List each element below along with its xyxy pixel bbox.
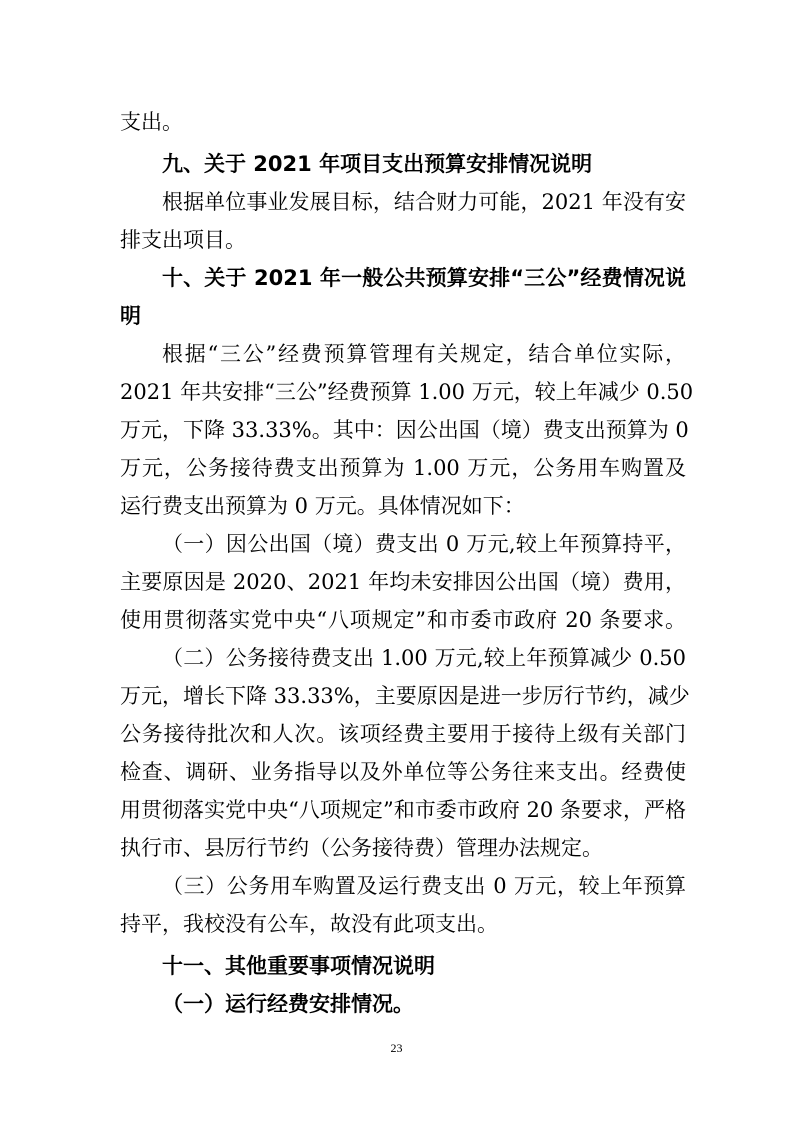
paragraph-line: 用贯彻落实党中央“八项规定”和市委市政府 20 条要求，严格 [120, 798, 686, 822]
paragraph-line: （一）因公出国（境）费支出 0 万元,较上年预算持平， [162, 532, 686, 556]
paragraph-line: 公务接待批次和人次。该项经费主要用于接待上级有关部门 [120, 722, 686, 746]
section-heading-10-cont: 明 [120, 304, 141, 328]
subsection-heading: （一）运行经费安排情况。 [162, 992, 414, 1016]
paragraph-line: （三）公务用车购置及运行费支出 0 万元，较上年预算 [162, 874, 686, 898]
paragraph-line: （二）公务接待费支出 1.00 万元,较上年预算减少 0.50 [162, 646, 686, 670]
paragraph-line: 万元，下降 33.33%。其中：因公出国（境）费支出预算为 0 [120, 418, 689, 442]
paragraph-line: 排支出项目。 [120, 228, 246, 252]
paragraph-line: 万元，公务接待费支出预算为 1.00 万元，公务用车购置及 [120, 456, 686, 480]
paragraph-line: 使用贯彻落实党中央“八项规定”和市委市政府 20 条要求。 [120, 608, 686, 632]
paragraph-line: 检查、调研、业务指导以及外单位等公务往来支出。经费使 [120, 760, 686, 784]
paragraph-line: 主要原因是 2020、2021 年均未安排因公出国（境）费用， [120, 570, 686, 594]
paragraph-line: 根据单位事业发展目标，结合财力可能，2021 年没有安 [162, 190, 686, 214]
paragraph-line: 执行市、县厉行节约（公务接待费）管理办法规定。 [120, 836, 603, 860]
paragraph-line: 持平，我校没有公车，故没有此项支出。 [120, 912, 498, 936]
paragraph-line: 运行费支出预算为 0 万元。具体情况如下： [120, 494, 525, 518]
section-heading-9: 九、关于 2021 年项目支出预算安排情况说明 [162, 152, 593, 176]
paragraph-line: 根据“三公”经费预算管理有关规定，结合单位实际， [162, 342, 686, 366]
section-heading-10: 十、关于 2021 年一般公共预算安排“三公”经费情况说 [162, 266, 686, 290]
paragraph-line: 万元，增长下降 33.33%，主要原因是进一步厉行节约，减少 [120, 684, 690, 708]
page-number: 23 [390, 1041, 403, 1055]
paragraph-line: 支出。 [120, 110, 183, 134]
section-heading-11: 十一、其他重要事项情况说明 [162, 954, 435, 978]
paragraph-line: 2021 年共安排“三公”经费预算 1.00 万元，较上年减少 0.50 [120, 380, 694, 404]
